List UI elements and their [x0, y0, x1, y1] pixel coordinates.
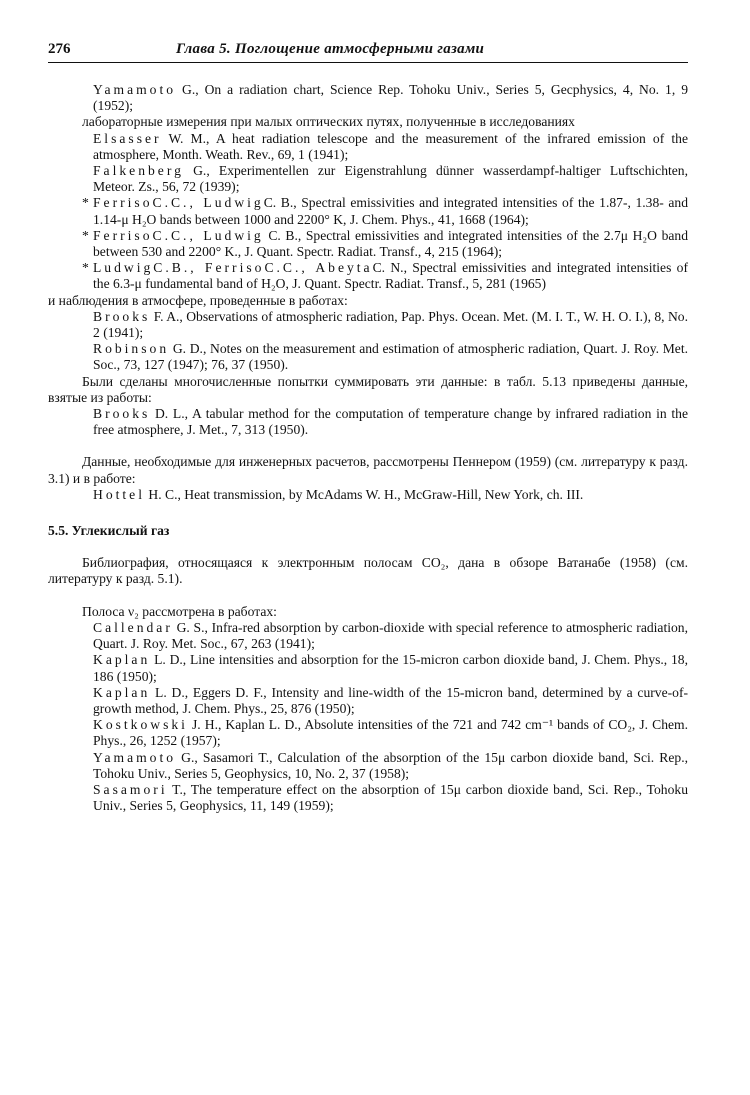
reference-text: L. D., Line intensities and absorption for the 15-micron carbon dioxide band, J. Chem. Phys., 18, 186 (1950);: [93, 652, 688, 684]
reference-text: C. B., Spectral emissivities and integrated intensities of the 2.7μ H₂O band between 530 and 2200° K., J. Quant. Spectr. Radiat. Transf., 4, 215 (1964);: [93, 227, 689, 260]
reference-marker: *: [82, 227, 89, 243]
reference-text: G., Sasamori T., Calculation of the absorption of the 15μ carbon dioxide band, Sci. Rep., Tohoku Univ., Series 5, Geophysics, 10, No. 2, 37 (1958);: [93, 749, 688, 781]
reference-author: Brooks: [93, 308, 151, 324]
reference-author: Brooks: [93, 406, 151, 422]
reference-text: C. B., Spectral emissivities and integrated intensities of the 1.87-, 1.38- and 1.14-μ H₂O bands between 1000 and 2200° K, J. Chem. Phys., 41, 1668 (1964);: [93, 195, 688, 227]
reference-entry: [48, 652, 688, 684]
reference-author: Kostkowski: [93, 717, 188, 733]
paragraph: лабораторные измерения при малых оптических путях, полученные в исследованиях: [82, 114, 575, 130]
reference-entry: [48, 163, 688, 195]
reference-text: L. D., Eggers D. F., Intensity and line-width of the 15-micron band, determined by a curve-of-growth method, J. Chem. Phys., 25, 876 (1950);: [93, 684, 688, 716]
reference-text: G. S., Infra-red absorption by carbon-dioxide with special reference to atmospheric radiation, Quart. J. Roy. Met. Soc., 67, 263 (1941);: [93, 619, 688, 652]
reference-author: Yamamoto: [93, 749, 177, 765]
reference-text: T., The temperature effect on the absorption of 15μ carbon dioxide band, Sci. Rep., Tohoku Univ., Series 5, Geophysics, 11, 149 (1959);: [93, 781, 688, 814]
reference-text: G., Experimentellen zur Eigenstrahlung dünner wasserdampf-haltiger Luftschichten, Meteor. Zs., 56, 72 (1939);: [93, 163, 688, 195]
page-header: [48, 38, 688, 63]
reference-author: Robinson: [93, 341, 170, 357]
reference-entry: [48, 195, 688, 227]
reference-marker: *: [82, 195, 89, 211]
reference-marker: *: [82, 260, 89, 276]
reference-entry: [48, 309, 688, 341]
reference-author: FerrisoC.C., Ludwig: [93, 195, 264, 211]
spacer: [48, 438, 688, 454]
spacer: [48, 503, 688, 523]
section-heading: 5.5. Углекислый газ: [48, 523, 170, 539]
running-title: Глава 5. Поглощение атмосферными газами: [176, 41, 485, 57]
paragraph: Полоса ν₂ рассмотрена в работах:: [82, 603, 277, 619]
reference-entry: [48, 685, 688, 717]
reference-entry: [48, 717, 688, 749]
reference-text: G. D., Notes on the measurement and estimation of atmospheric radiation, Quart. J. Roy. Met. Soc., 73, 127 (1947); 76, 37 (1950).: [93, 341, 688, 373]
reference-author: Sasamori: [93, 781, 168, 797]
spacer: [48, 588, 688, 604]
paragraph: Данные, необходимые для инженерных расчетов, рассмотрены Пеннером (1959) (см. литературу к разд. 3.1) и в работе:: [48, 454, 688, 486]
paragraph: Библиография, относящаяся к электронным полосам CO₂, дана в обзоре Ватанабе (1958) (см. литературу к разд. 5.1).: [48, 555, 688, 587]
paragraph: и наблюдения в атмосфере, проведенные в работах:: [48, 292, 348, 308]
reference-author: Callendar: [93, 619, 173, 635]
reference-author: Kaplan: [93, 652, 151, 668]
reference-entry: [48, 406, 688, 438]
reference-author: Yamamoto: [93, 82, 177, 97]
reference-author: Elsasser: [93, 130, 162, 146]
reference-text: J. H., Kaplan L. D., Absolute intensities of the 721 and 742 cm⁻¹ bands of CO₂, J. Chem. Phys., 26, 1252 (1957);: [93, 717, 688, 749]
reference-entry: [48, 782, 688, 814]
reference-author: Kaplan: [93, 684, 151, 700]
reference-entry: [48, 620, 688, 652]
page-body: [48, 82, 688, 814]
reference-text: F. A., Observations of atmospheric radiation, Pap. Phys. Ocean. Met. (M. I. T., W. H. O. I.), 8, No. 2 (1941);: [93, 308, 688, 341]
reference-entry: [48, 131, 688, 163]
paragraph: Были сделаны многочисленные попытки суммировать эти данные: в табл. 5.13 приведены данные, взятые из работы:: [48, 373, 688, 405]
reference-text: C. N., Spectral emissivities and integrated intensities of the 6.3-μ fundamental band of H₂O, J. Quant. Spectr. Radiat. Transf., 5, 281 (1965): [93, 260, 688, 292]
reference-text: G., On a radiation chart, Science Rep. Tohoku Univ., Series 5, Gecphysics, 4, No. 1, 9 (1952);: [93, 82, 688, 114]
reference-author: FerrisoC.C., Ludwig: [93, 227, 264, 243]
reference-text: D. L., A tabular method for the computation of temperature change by infrared radiation in the free atmosphere, J. Met., 7, 313 (1950).: [93, 406, 688, 438]
reference-entry: [48, 487, 688, 503]
page-number: 276: [48, 41, 71, 57]
reference-entry: [48, 341, 688, 373]
reference-entry: [48, 750, 688, 782]
reference-entry: [48, 82, 688, 114]
reference-author: Falkenberg: [93, 163, 184, 179]
reference-author: LudwigC.B., FerrisoC.C., Abeyta: [93, 260, 373, 276]
spacer: [48, 539, 688, 555]
reference-text: W. M., A heat radiation telescope and the measurement of the infrared emission of the atmosphere, Month. Weath. Rev., 69, 1 (1941);: [93, 130, 688, 162]
reference-text: H. C., Heat transmission, by McAdams W. H., McGraw-Hill, New York, ch. III.: [144, 486, 584, 502]
reference-author: Hottel: [93, 486, 145, 502]
reference-entry: [48, 228, 688, 260]
reference-entry: [48, 260, 688, 292]
